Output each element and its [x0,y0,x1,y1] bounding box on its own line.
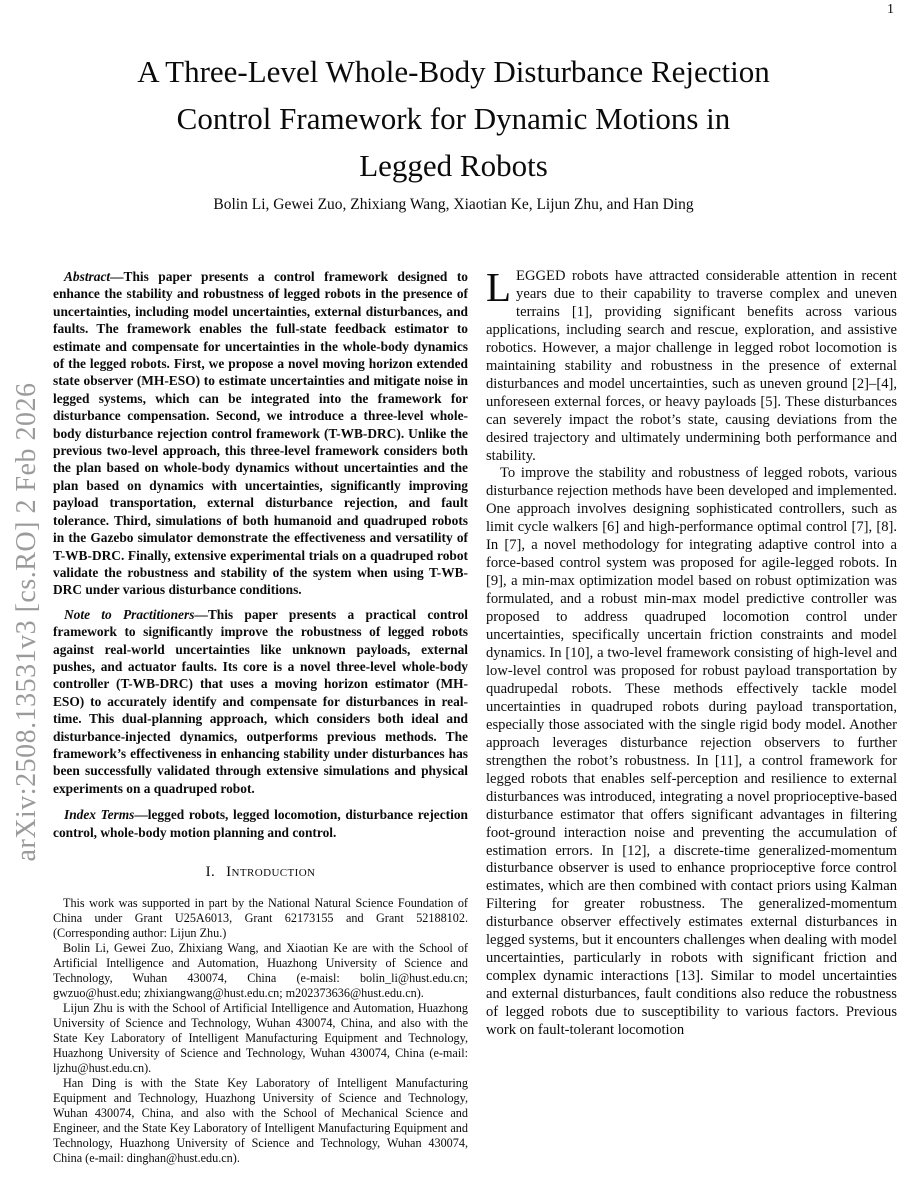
section-title: Introduction [226,864,316,880]
note-label: Note to Practitioners [64,606,195,622]
right-column [486,264,897,1040]
note-to-practitioners-paragraph [53,606,468,797]
abstract-paragraph [53,268,468,599]
paper-title [63,48,844,189]
note-text: This paper presents a practical control framework to significantly improve the robustness of legged robots against real-world uncertainties like unknown payloads, external pushes, and actuator faults. Its core is a novel three-level whole-body controller (T-WB-DRC) that uses a moving horizon estimator (MH-ESO) to accurately identify and compensate for disturbances in real-time. This dual-planning approach, which considers both ideal and disturbance-injected dynamics, outperforms previous methods. The framework’s effectiveness in enhancing stability under disturbances has been successfully validated through extensive simulations and physical experiments on a quadruped robot. [53,606,469,796]
paper-title-line-1: A Three-Level Whole-Body Disturbance Rejection [137,54,770,89]
paper-title-line-3: Legged Robots [359,148,548,183]
index-terms-paragraph [53,806,468,841]
intro-paragraph-1 [486,264,897,465]
footnote-block [53,896,468,1166]
dropcap-letter: L [486,264,512,310]
footnote-funding: This work was supported in part by the National Natural Science Foundation of China under Grant U25A6013, Grant 62173155 and Grant 52188102. (Corresponding author: Lijun Zhu.) [53,896,468,940]
arxiv-watermark: arXiv:2508.13531v3 [cs.RO] 2 Feb 2026 [11,382,42,862]
abstract-text: This paper presents a control framework designed to enhance the stability and robustness of legged robots in the presence of uncertainties, including model uncertainties, external disturbances, and faults. The framework enables the full-state feedback estimator to estimate and compensate for uncertainties in the whole-body dynamics of the legged robots. First, we propose a novel moving horizon extended state observer (MH-ESO) to estimate uncertainties and mitigate noise in legged systems, which can be integrated into the framework for disturbance compensation. Second, we introduce a three-level whole-body disturbance rejection control framework (T-WB-DRC). Unlike the previous two-level approach, this three-level framework considers both the plan based on whole-body dynamics without uncertainties and the plan based on dynamics with uncertainties, significantly improving payload transportation, external disturbance rejection, and fault tolerance. Third, simulations of both humanoid and quadruped robots in the Gazebo simulator demonstrate the effectiveness and versatility of T-WB-DRC. Finally, extensive experimental trials on a quadruped robot validate the robustness and stability of the system when using T-WB-DRC under various disturbance conditions. [53,269,468,598]
index-terms-text: legged robots, legged locomotion, disturbance rejection control, whole-body motion planning and control. [53,807,469,840]
index-terms-dash: — [134,807,148,823]
footnote-authors-1: Bolin Li, Gewei Zuo, Zhixiang Wang, and Xiaotian Ke are with the School of Artificial Intelligence and Automation, Huazhong University of Science and Technology, Wuhan 430074, China (e-maisl: bolin_li@hust.edu.cn; gwzuo@hust.edu; zhixiangwang@hust.edu.cn; m202373636@hust.edu.cn). [53,941,468,1000]
abstract-label: Abstract [64,269,111,284]
page-number: 1 [887,2,894,17]
section-heading-introduction [53,864,468,881]
intro-paragraph-2: To improve the stability and robustness of legged robots, various disturbance rejection methods have been developed and implemented. One approach involves designing sophisticated controllers, such as limit cycle walkers [6] and high-performance optimal control [7], [8]. In [7], a novel methodology for integrating adaptive control into a force-based control system was proposed for agile-legged robots. In [9], a min-max optimization model based on robust optimization was formulated, and a robust min-max model predictive controller was proposed to address quadruped locomotion control under uncertainties, specifically uncertain friction constraints and model dynamics. In [10], a two-level framework consisting of high-level and low-level control was proposed for robust payload transportation by quadrupedal robots. These methods effectively tackle model uncertainties in quadruped robots during payload transportation, especially those associated with the single rigid body model. Another approach leverages disturbance rejection observers to further strengthen the robot’s robustness. In [11], a control framework for legged robots that enables self-perception and resilience to external disturbances was introduced, integrating a novel proprioceptive-based disturbance estimator that offers significant advantages in filtering foot-ground interaction noise and preventing the accumulation of estimation errors. In [12], a discrete-time generalized-momentum disturbance observer is used to enhance proprioceptive force control estimates, which are then combined with contact priors using Kalman Filtering for greater robustness. The generalized-momentum disturbance observer effectively estimates external disturbances in legged systems, but it encounters challenges when dealing with model uncertainties, particularly in robots with significant friction and complex dynamic interactions [13]. Similar to model uncertainties and external disturbances, fault conditions also reduce the robustness of legged robots due to susceptibility to various factors. Previous work on fault-tolerant locomotion [486,465,897,1039]
intro-paragraph-1-text: EGGED robots have attracted considerable attention in recent years due to their capability to traverse complex and uneven terrains [1], providing significant benefits across various applications, including search and rescue, exploration, and assistive robotics. However, a major challenge in legged robot locomotion is maintaining stability and robustness in the presence of external disturbances and model uncertainties, such as uneven ground [2]–[4], unforeseen external forces, or heavy payloads [5]. These disturbances can severely impact the robot’s state, causing deviations from the desired trajectory and ultimately undermining both performance and stability. [486,268,897,464]
paper-title-line-2: Control Framework for Dynamic Motions in [176,101,731,136]
index-terms-label: Index Terms [64,807,135,823]
authors-line: Bolin Li, Gewei Zuo, Zhixiang Wang, Xiaotian Ke, Lijun Zhu, and Han Ding [213,196,694,213]
note-dash: — [194,606,208,622]
footnote-authors-3: Han Ding is with the State Key Laboratory of Intelligent Manufacturing Equipment and Technology, Huazhong University of Science and Technology, Wuhan 430074, China, and also with the School of Mechanical Science and Engineer, and the State Key Laboratory of Intelligent Manufacturing Equipment and Technology, Huazhong University of Science and Technology, Wuhan 430074, China (e-mail: dinghan@hust.edu.cn). [53,1076,468,1165]
section-number: I. [205,864,216,880]
footnote-authors-2: Lijun Zhu is with the School of Artificial Intelligence and Automation, Huazhong University of Science and Technology, Wuhan 430074, China, and also with the State Key Laboratory of Intelligent Manufacturing Equipment and Technology, Huazhong University of Science and Technology, Wuhan 430074, China (e-mail: ljzhu@hust.edu.cn). [53,1001,468,1075]
left-column [53,268,468,1166]
abstract-dash: — [110,269,124,284]
